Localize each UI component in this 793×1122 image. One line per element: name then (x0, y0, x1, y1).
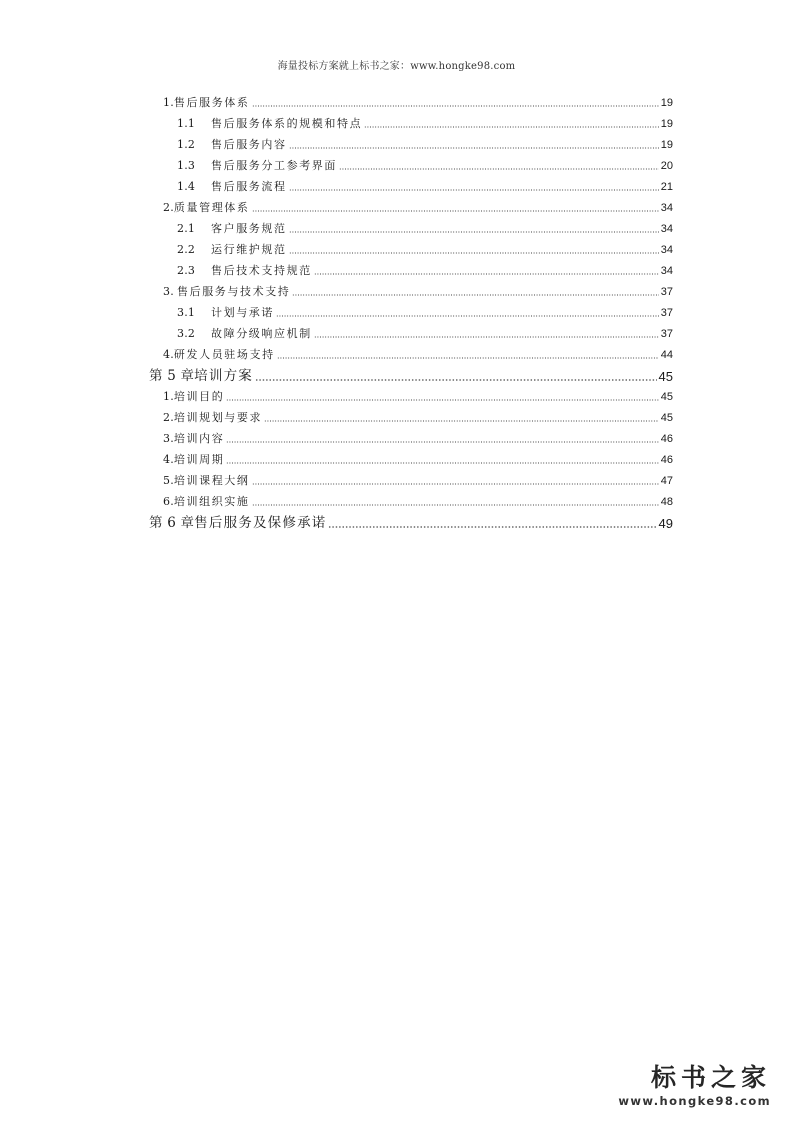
toc-entry-page: 37 (660, 307, 673, 319)
toc-leader-dots (289, 147, 659, 149)
toc-leader-dots (252, 210, 659, 212)
toc-entry-title: 计划与承诺 (211, 306, 274, 319)
toc-entry[interactable] (163, 453, 673, 467)
toc-entry[interactable] (163, 390, 673, 404)
toc-entry-number: 第 6 章 (149, 515, 195, 531)
toc-entry-page: 47 (660, 475, 673, 487)
logo-url: www.hongke98.com (618, 1094, 771, 1108)
toc-leader-dots (289, 231, 659, 233)
toc-entry-number: 2.1 (177, 222, 196, 235)
toc-leader-dots (252, 105, 659, 107)
toc-entry-page: 48 (660, 496, 673, 508)
toc-entry-number: 2.2 (177, 243, 196, 256)
toc-leader-dots (328, 526, 656, 529)
toc-entry-page: 46 (660, 454, 673, 466)
toc-entry[interactable] (177, 306, 673, 320)
toc-entry-number: 2. (163, 411, 174, 424)
toc-entry-number: 1.1 (177, 117, 196, 130)
toc-entry-number: 3.1 (177, 306, 196, 319)
toc-leader-dots (226, 399, 658, 401)
toc-entry-number: 第 5 章 (149, 368, 195, 384)
toc-leader-dots (314, 336, 659, 338)
toc-entry-number: 6. (163, 495, 174, 508)
toc-entry-title: 运行维护规范 (211, 243, 287, 256)
toc-entry[interactable] (177, 138, 673, 152)
toc-entry-page: 45 (660, 391, 673, 403)
toc-leader-dots (252, 504, 659, 506)
toc-entry[interactable] (163, 96, 673, 110)
toc-entry-page: 46 (660, 433, 673, 445)
toc-entry-title: 培训方案 (194, 368, 253, 384)
toc-entry-number: 1. (163, 96, 174, 109)
toc-leader-dots (339, 168, 659, 170)
toc-leader-dots (292, 294, 658, 296)
toc-leader-dots (289, 252, 659, 254)
toc-entry[interactable] (163, 348, 673, 362)
toc-entry-title: 培训目的 (173, 390, 225, 403)
toc-entry[interactable] (177, 180, 673, 194)
toc-entry-number: 5. (163, 474, 174, 487)
toc-leader-dots (255, 379, 657, 382)
toc-entry-title: 售后服务及保修承诺 (194, 515, 327, 531)
toc-leader-dots (226, 441, 658, 443)
toc-entry-number: 2. (163, 201, 174, 214)
toc-entry-page: 45 (658, 369, 673, 384)
toc-entry-page: 34 (660, 223, 673, 235)
toc-leader-dots (226, 462, 658, 464)
toc-entry-number: 1.3 (177, 159, 196, 172)
toc-entry-page: 34 (660, 265, 673, 277)
toc-entry[interactable] (177, 222, 673, 236)
toc-entry[interactable] (177, 159, 673, 173)
toc-entry-number: 4. (163, 348, 174, 361)
toc-entry-page: 45 (660, 412, 673, 424)
toc-entry-title: 客户服务规范 (211, 222, 287, 235)
toc-entry-page: 37 (660, 328, 673, 340)
toc-leader-dots (276, 315, 659, 317)
page-header: 海量投标方案就上标书之家：www.hongke98.com (277, 61, 516, 72)
toc-entry-title: 售后服务分工参考界面 (211, 159, 337, 172)
toc-entry-title: 研发人员驻场支持 (173, 348, 275, 361)
toc-entry[interactable] (177, 243, 673, 257)
toc-entry[interactable] (163, 201, 673, 215)
toc-entry[interactable] (163, 411, 673, 425)
toc-entry-title: 售后服务内容 (211, 138, 287, 151)
toc-entry-number: 1. (163, 390, 174, 403)
toc-entry-title: 售后服务体系 (173, 96, 250, 109)
toc-entry-number: 1.4 (177, 180, 196, 193)
toc-entry-number: 1.2 (177, 138, 196, 151)
toc-leader-dots (289, 189, 659, 191)
toc-leader-dots (264, 420, 659, 422)
toc-entry-number: 3.2 (177, 327, 196, 340)
toc-entry-page: 44 (660, 349, 673, 361)
toc-entry-title: 售后技术支持规范 (211, 264, 312, 277)
toc-leader-dots (314, 273, 659, 275)
toc-entry-number: 4. (163, 453, 174, 466)
toc-chapter-entry[interactable] (149, 368, 673, 385)
toc-entry-title: 故障分级响应机制 (211, 327, 312, 340)
site-logo (618, 1064, 771, 1108)
toc-entry-number: 3. (163, 432, 174, 445)
toc-entry-number: 3. (163, 285, 174, 298)
toc-entry-title: 培训内容 (173, 432, 225, 445)
toc-entry-page: 34 (660, 202, 673, 214)
toc-entry-title: 培训规划与要求 (173, 411, 263, 424)
toc-entry-title: 培训周期 (173, 453, 225, 466)
toc-entry-page: 19 (660, 118, 673, 130)
toc-entry-page: 19 (660, 97, 673, 109)
toc-entry-title: 售后服务与技术支持 (177, 285, 291, 298)
toc-entry[interactable] (163, 285, 673, 299)
toc-leader-dots (364, 126, 659, 128)
toc-entry[interactable] (163, 474, 673, 488)
toc-entry[interactable] (163, 495, 673, 509)
toc-chapter-entry[interactable] (149, 515, 673, 532)
toc-entry-title: 培训课程大纲 (173, 474, 250, 487)
toc-entry-page: 20 (660, 160, 673, 172)
toc-entry[interactable] (177, 327, 673, 341)
toc-leader-dots (252, 483, 659, 485)
toc-entry-title: 售后服务流程 (211, 180, 287, 193)
toc-entry[interactable] (163, 432, 673, 446)
toc-entry-title: 质量管理体系 (173, 201, 250, 214)
toc-leader-dots (277, 357, 659, 359)
toc-entry-page: 37 (660, 286, 673, 298)
toc-entry-number: 2.3 (177, 264, 196, 277)
toc-entry-page: 19 (660, 139, 673, 151)
toc-entry-title: 培训组织实施 (173, 495, 250, 508)
toc-entry[interactable] (177, 264, 673, 278)
toc-entry-page: 21 (660, 181, 673, 193)
toc-entry-page: 49 (658, 516, 673, 531)
toc-entry-page: 34 (660, 244, 673, 256)
toc-entry[interactable] (177, 117, 673, 131)
logo-title: 标书之家 (650, 1063, 771, 1092)
toc-entry-title: 售后服务体系的规模和特点 (211, 117, 363, 130)
